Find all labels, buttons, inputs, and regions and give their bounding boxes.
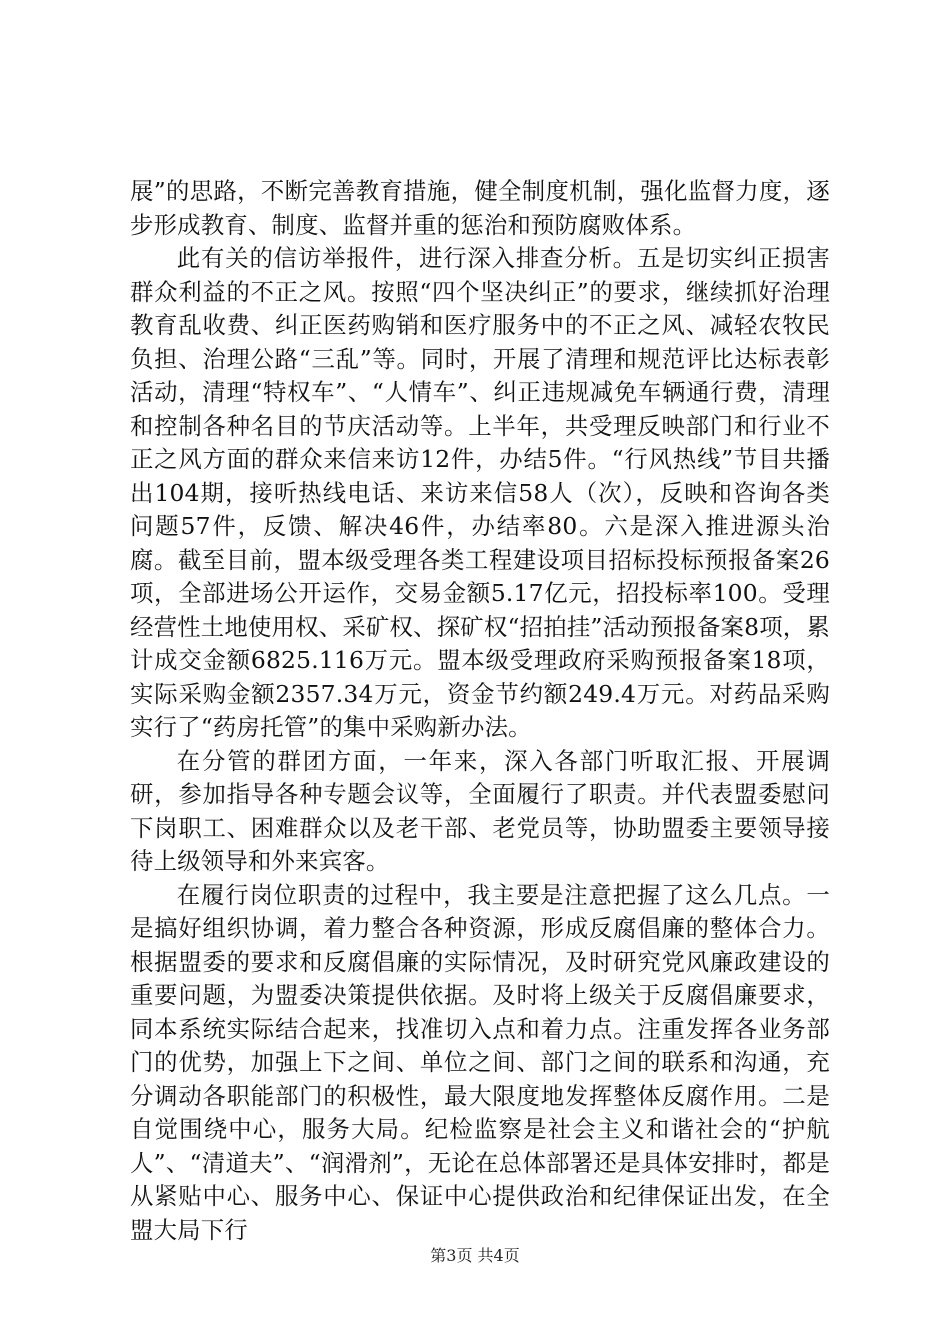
paragraph-1: 展”的思路，不断完善教育措施，健全制度机制，强化监督力度，逐步形成教育、制度、监督并重的惩治和预防腐败体系。: [130, 177, 830, 239]
paragraph-3: 在分管的群团方面，一年来，深入各部门听取汇报、开展调研，参加指导各种专题会议等，全面履行了职责。并代表盟委慰问下岗职工、困难群众以及老干部、老党员等，协助盟委主要领导接待上级领导和外来宾客。: [130, 746, 830, 875]
document-body: [130, 175, 830, 1247]
paragraph-2: 此有关的信访举报件，进行深入排查分析。五是切实纠正损害群众利益的不正之风。按照“四个坚决纠正”的要求，继续抓好治理教育乱收费、纠正医药购销和医疗服务中的不正之风、减轻农牧民负担、治理公路“三乱”等。同时，开展了清理和规范评比达标表彰活动，清理“特权车”、“人情车”、纠正违规减免车辆通行费，清理和控制各种名目的节庆活动等。上半年，共受理反映部门和行业不正之风方面的群众来信来访12件，办结5件。“行风热线”节目共播出104期，接听热线电话、来访来信58人（次），反映和咨询各类问题57件，反馈、解决46件，办结率80。六是深入推进源头治腐。截至目前，盟本级受理各类工程建设项目招标投标预报备案26项，全部进场公开运作，交易金额5.17亿元，招投标率100。受理经营性土地使用权、采矿权、探矿权“招拍挂”活动预报备案8项，累计成交金额6825.116万元。盟本级受理政府采购预报备案18项，实际采购金额2357.34万元，资金节约额249.4万元。对药品采购实行了“药房托管”的集中采购新办法。: [130, 244, 830, 741]
page-number-footer: 第3页 共4页: [430, 1246, 520, 1265]
paragraph-4: 在履行岗位职责的过程中，我主要是注意把握了这么几点。一是搞好组织协调，着力整合各种资源，形成反腐倡廉的整体合力。根据盟委的要求和反腐倡廉的实际情况，及时研究党风廉政建设的重要问题，为盟委决策提供依据。及时将上级关于反腐倡廉要求，同本系统实际结合起来，找准切入点和着力点。注重发挥各业务部门的优势，加强上下之间、单位之间、部门之间的联系和沟通，充分调动各职能部门的积极性，最大限度地发挥整体反腐作用。二是自觉围绕中心，服务大局。纪检监察是社会主义和谐社会的“护航人”、“清道夫”、“润滑剂”，无论在总体部署还是具体安排时，都是从紧贴中心、服务中心、保证中心提供政治和纪律保证出发，在全盟大局下行: [130, 880, 830, 1244]
